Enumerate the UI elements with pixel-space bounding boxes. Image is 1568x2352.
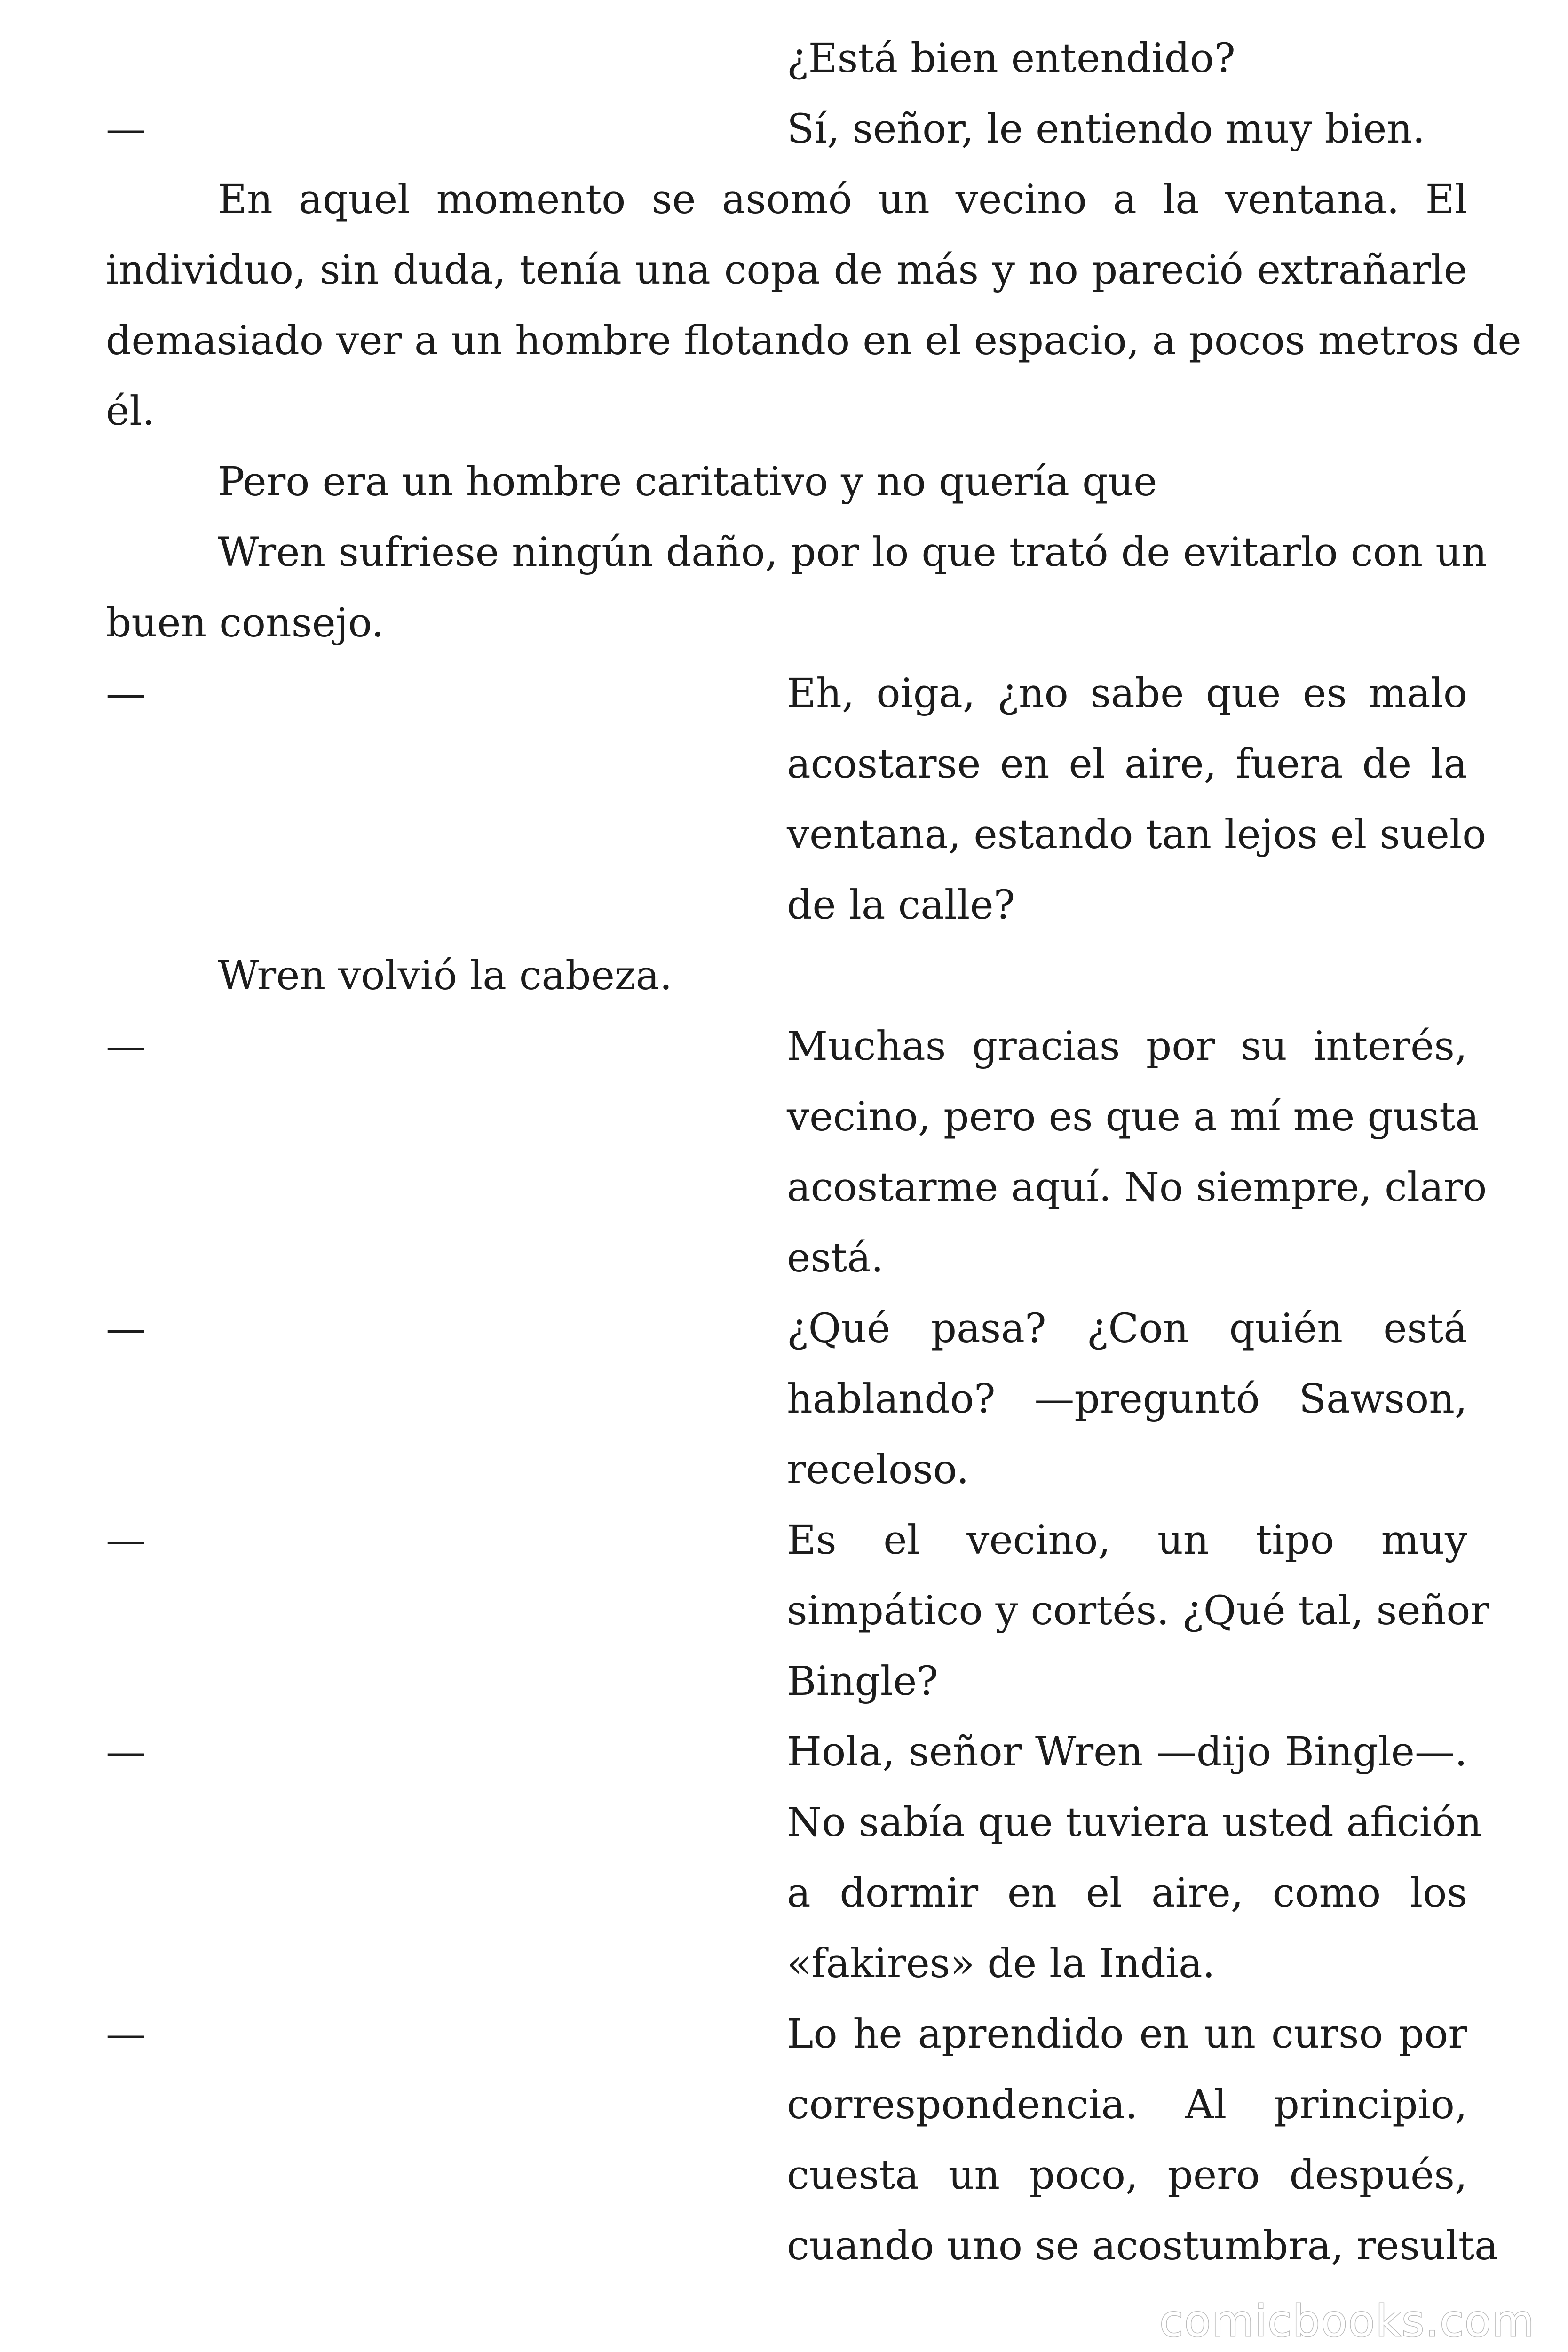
- text-line: [106, 659, 1467, 729]
- line-text: a dormir en el aire, como los: [787, 1870, 1467, 1916]
- text-line: [106, 165, 1467, 235]
- dialogue-dash: —: [106, 106, 146, 152]
- line-text: Es el vecino, un tipo muy: [787, 1517, 1467, 1564]
- dialogue-dash: —: [106, 670, 146, 717]
- line-text: «fakires» de la India.: [787, 1940, 1215, 1987]
- text-line: [106, 517, 1487, 588]
- line-text: ¿Está bien entendido?: [787, 35, 1235, 82]
- text-line: [106, 1788, 1482, 1858]
- text-line: [106, 941, 1467, 1011]
- line-text: Lo he aprendido en un curso por: [787, 2011, 1467, 2058]
- line-text: simpático y cortés. ¿Qué tal, señor: [787, 1588, 1490, 1634]
- line-text: Sí, señor, le entiendo muy bien.: [787, 106, 1425, 152]
- text-line: [106, 1435, 1467, 1505]
- text-line: [106, 729, 1467, 800]
- text-line: [106, 1505, 1467, 1576]
- dialogue-dash: —: [106, 1517, 146, 1564]
- line-text: Pero era un hombre caritativo y no quería que: [218, 459, 1157, 505]
- line-text: Hola, señor Wren —dijo Bingle—.: [787, 1729, 1467, 1775]
- line-text: Muchas gracias por su interés,: [787, 1023, 1467, 1070]
- text-line: [106, 447, 1467, 517]
- line-text: Bingle?: [787, 1658, 938, 1705]
- text-line: [106, 1717, 1467, 1788]
- dialogue-dash: —: [106, 1023, 146, 1070]
- text-line: [106, 94, 1467, 165]
- line-text: Wren volvió la cabeza.: [218, 953, 673, 999]
- line-text: correspondencia. Al principio,: [787, 2082, 1467, 2128]
- text-line: [106, 1929, 1467, 1999]
- text-line: [106, 1858, 1467, 1929]
- line-text: cuesta un poco, pero después,: [787, 2152, 1467, 2199]
- line-text: ¿Qué pasa? ¿Con quién está: [787, 1305, 1467, 1352]
- line-text: vecino, pero es que a mí me gusta: [787, 1094, 1480, 1140]
- site-watermark: comicbooks.com: [1159, 2296, 1535, 2346]
- text-line: [106, 2140, 1467, 2211]
- line-text: receloso.: [787, 1446, 969, 1493]
- text-line: [106, 870, 1467, 941]
- text-line: [106, 1646, 1467, 1717]
- text-line: [106, 1082, 1480, 1152]
- text-line: [106, 800, 1487, 870]
- text-line: [106, 2070, 1467, 2140]
- text-line: [106, 588, 1467, 659]
- line-text: cuando uno se acostumbra, resulta: [787, 2223, 1498, 2269]
- text-line: [106, 306, 1521, 376]
- text-line: [106, 1576, 1490, 1646]
- text-line: [106, 1223, 1467, 1294]
- line-text: No sabía que tuviera usted afición: [787, 1799, 1482, 1846]
- line-text: buen consejo.: [106, 600, 384, 646]
- text-line: [106, 1364, 1467, 1435]
- text-line: [106, 1294, 1467, 1364]
- line-text: acostarse en el aire, fuera de la: [787, 741, 1467, 787]
- line-text: de la calle?: [787, 882, 1015, 929]
- line-text: demasiado ver a un hombre flotando en el espacio, a pocos metros de: [106, 318, 1521, 364]
- dialogue-dash: —: [106, 1729, 146, 1775]
- line-text: acostarme aquí. No siempre, claro: [787, 1164, 1487, 1211]
- text-line: [106, 1011, 1467, 1082]
- text-line: [106, 2211, 1498, 2281]
- line-text: En aquel momento se asomó un vecino a la ventana. El: [218, 176, 1467, 223]
- line-text: ventana, estando tan lejos el suelo: [787, 811, 1487, 858]
- line-text: hablando? —preguntó Sawson,: [787, 1376, 1467, 1422]
- dialogue-dash: —: [106, 1305, 146, 1352]
- line-text: Wren sufriese ningún daño, por lo que trató de evitarlo con un: [218, 529, 1487, 576]
- text-line: [106, 24, 1467, 94]
- text-line: [106, 1152, 1487, 1223]
- text-line: [106, 1999, 1467, 2070]
- line-text: él.: [106, 388, 155, 435]
- line-text: Eh, oiga, ¿no sabe que es malo: [787, 670, 1467, 717]
- text-line: [106, 235, 1467, 306]
- text-line: [106, 376, 1467, 447]
- line-text: individuo, sin duda, tenía una copa de más y no pareció extrañarle: [106, 247, 1467, 294]
- dialogue-dash: —: [106, 2011, 146, 2058]
- line-text: está.: [787, 1235, 884, 1281]
